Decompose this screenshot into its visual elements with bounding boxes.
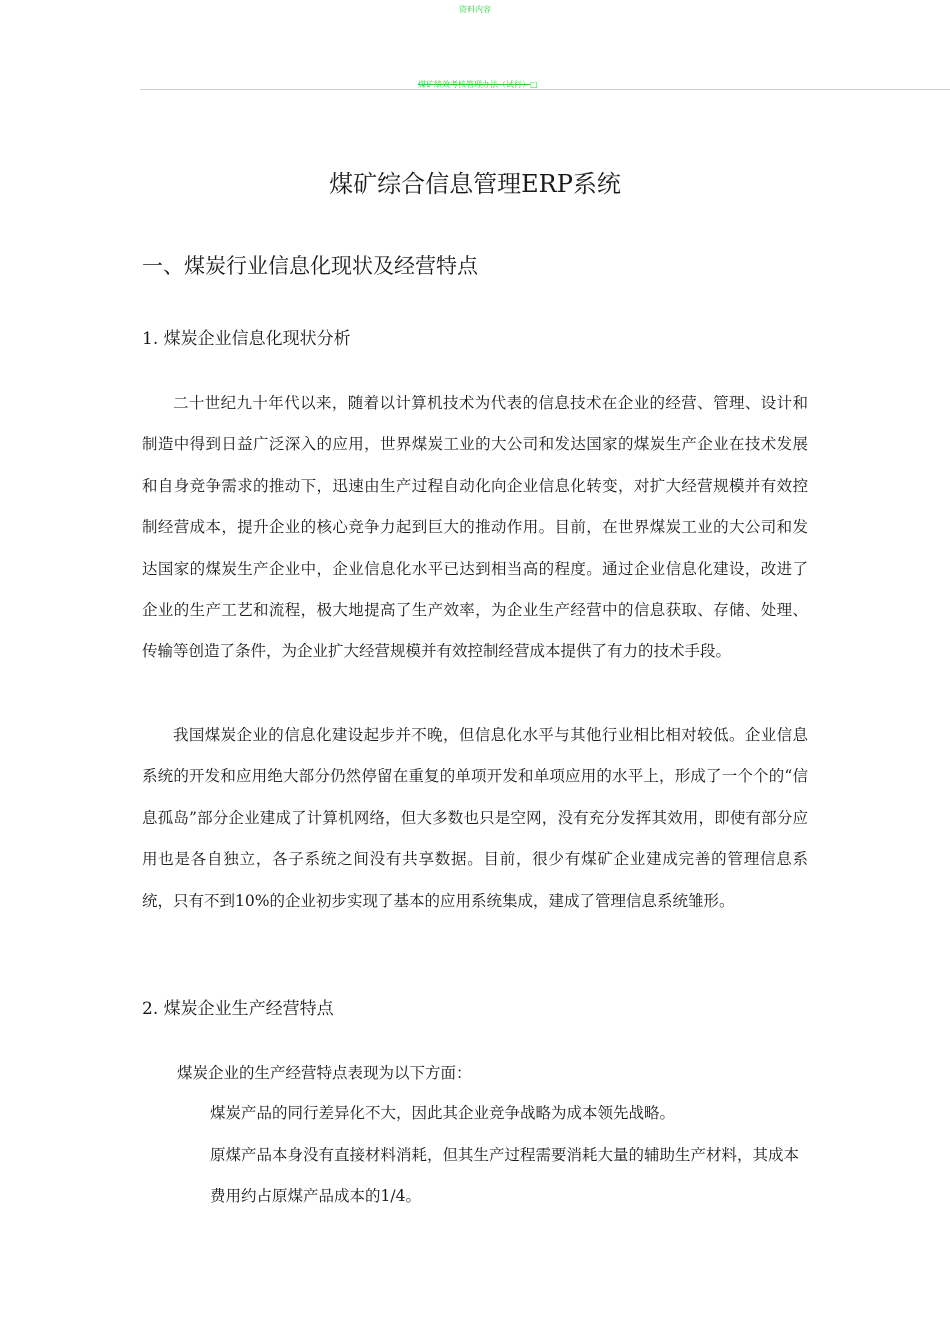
header-watermark-top: 资料内容 [459, 5, 491, 14]
paragraph-1: 二十世纪九十年代以来，随着以计算机技术为代表的信息技术在企业的经营、管理、设计和制造中得到日益广泛深入的应用，世界煤炭工业的大公司和发达国家的煤炭生产企业在技术发展和自身竞争需求的推动下，迅速由生产过程自动化向企业信息化转变，对扩大经营规模并有效控制经营成本，提升企业的核心竞争力起到巨大的推动作用。目前，在世界煤炭工业的大公司和发达国家的煤炭生产企业中，企业信息化水平已达到相当高的程度。通过企业信息化建设，改进了企业的生产工艺和流程，极大地提高了生产效率，为企业生产经营中的信息获取、存储、处理、传输等创造了条件，为企业扩大经营规模并有效控制经营成本提供了有力的技术手段。 [142, 394, 808, 661]
header-sub-text: 煤矿绩效考核管理办法（试行） [418, 80, 530, 89]
intro-line: 煤炭企业的生产经营特点表现为以下方面： [177, 1064, 472, 1082]
section-heading-1: 一、煤炭行业信息化现状及经营特点 [142, 254, 478, 278]
header-sub-box: □ [530, 80, 538, 89]
list-item: 煤炭产品的同行差异化不大，因此其企业竞争战略为成本领先战略。 [210, 1104, 676, 1122]
document-title: 煤矿综合信息管理ERP系统 [329, 170, 621, 198]
header-rule [140, 89, 950, 90]
list-item: 原煤产品本身没有直接材料消耗，但其生产过程需要消耗大量的辅助生产材料，其成本费用约占原煤产品成本的1/4。 [210, 1145, 800, 1205]
subsection-heading-1: 1. 煤炭企业信息化现状分析 [142, 329, 351, 349]
header-watermark-sub [418, 79, 542, 91]
paragraph-2: 我国煤炭企业的信息化建设起步并不晚，但信息化水平与其他行业相比相对较低。企业信息系统的开发和应用绝大部分仍然停留在重复的单项开发和单项应用的水平上，形成了一个个的“信息孤岛”部分企业建成了计算机网络，但大多数也只是空网，没有充分发挥其效用，即使有部分应用也是各自独立，各子系统之间没有共享数据。目前，很少有煤矿企业建成完善的管理信息系统，只有不到10%的企业初步实现了基本的应用系统集成，建成了管理信息系统雏形。 [142, 726, 808, 910]
subsection-heading-2: 2. 煤炭企业生产经营特点 [142, 999, 334, 1019]
feature-list [210, 1093, 810, 1218]
